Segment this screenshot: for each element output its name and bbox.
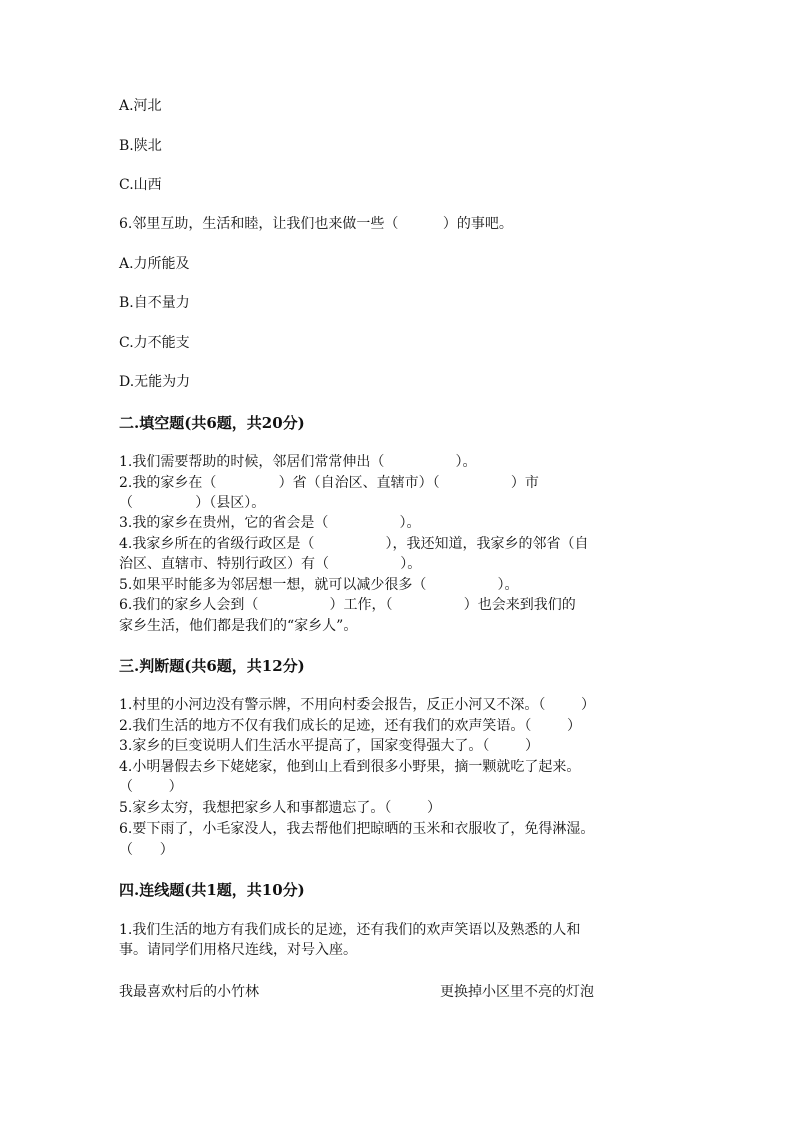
section2-line: 家乡生活，他们都是我们的“家乡人”。 xyxy=(119,618,358,634)
q5-option-c: C.山西 xyxy=(119,177,162,193)
section3-line: 5.家乡太穷，我想把家乡人和事都遗忘了。（ ） xyxy=(119,800,441,816)
section2-line: 1.我们需要帮助的时候，邻居们常常伸出（ ）。 xyxy=(119,454,477,470)
section3-line: 1.村里的小河边没有警示牌，不用向村委会报告，反正小河又不深。（ ） xyxy=(119,697,595,713)
section2-line: 5.如果平时能多为邻居想一想，就可以减少很多（ ）。 xyxy=(119,577,519,593)
matching-right-item: 更换掉小区里不亮的灯泡 xyxy=(440,984,594,1000)
q6-option-a: A.力所能及 xyxy=(119,256,190,272)
section2-line: （ ）（县区）。 xyxy=(119,495,266,511)
q6-option-c: C.力不能支 xyxy=(119,335,190,351)
matching-left-item: 我最喜欢村后的小竹林 xyxy=(119,984,259,1000)
section3-line: 2.我们生活的地方不仅有我们成长的足迹，还有我们的欢声笑语。（ ） xyxy=(119,718,581,734)
q5-option-b: B.陕北 xyxy=(119,138,162,154)
section3-line: （ ） xyxy=(119,779,183,795)
section3-line: 6.要下雨了，小毛家没人，我去帮他们把晾晒的玉米和衣服收了，免得淋湿。 xyxy=(119,821,595,837)
section4-line: 事。请同学们用格尺连线，对号入座。 xyxy=(119,942,357,958)
section3-line: 3.家乡的巨变说明人们生活水平提高了，国家变得强大了。（ ） xyxy=(119,738,539,754)
q5-option-a: A.河北 xyxy=(119,98,162,114)
section2-line: 治区、直辖市、特别行政区）有（ ）。 xyxy=(119,556,422,572)
q6-question: 6.邻里互助，生活和睦，让我们也来做一些（ ）的事吧。 xyxy=(119,216,513,232)
section2-line: 4.我家乡所在的省级行政区是（ ），我还知道，我家乡的邻省（自 xyxy=(119,536,589,552)
section3-heading: 三.判断题(共6题，共12分) xyxy=(119,657,305,675)
section3-line: 4.小明暑假去乡下姥姥家，他到山上看到很多小野果，摘一颗就吃了起来。 xyxy=(119,759,581,775)
section2-line: 6.我们的家乡人会到（ ）工作，（ ）也会来到我们的 xyxy=(119,597,576,613)
section2-heading: 二.填空题(共6题，共20分) xyxy=(119,414,305,432)
section4-heading: 四.连线题(共1题，共10分) xyxy=(119,881,305,899)
section2-line: 2.我的家乡在（ ）省（自治区、直辖市）（ ）市 xyxy=(119,475,539,491)
section3-line: （ ） xyxy=(119,842,174,858)
q6-option-b: B.自不量力 xyxy=(119,295,190,311)
q6-option-d: D.无能为力 xyxy=(119,374,191,390)
section2-line: 3.我的家乡在贵州，它的省会是（ ）。 xyxy=(119,515,421,531)
section4-line: 1.我们生活的地方有我们成长的足迹，还有我们的欢声笑语以及熟悉的人和 xyxy=(119,922,581,938)
